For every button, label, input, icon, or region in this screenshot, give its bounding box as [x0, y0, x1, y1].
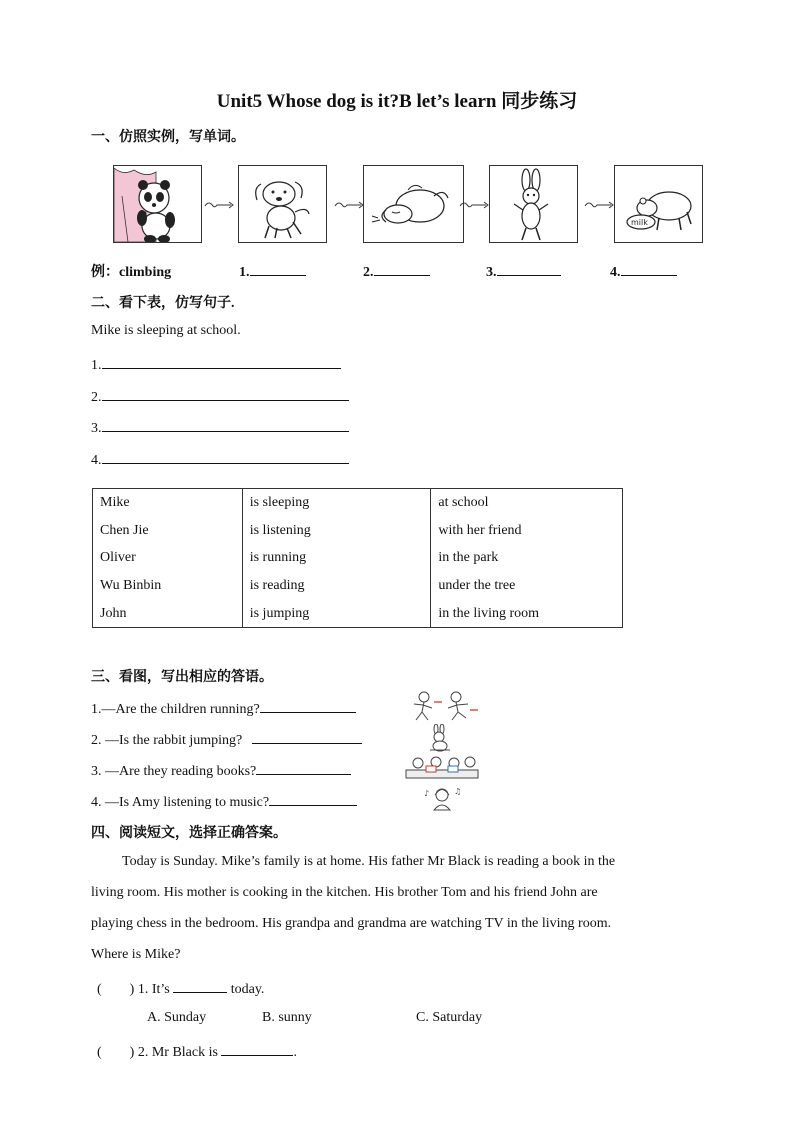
option-a: A. Sunday — [147, 1010, 207, 1025]
blank-1: 1. — [239, 261, 306, 281]
passage-line: living room. His mother is cooking in the kitchen. His brother Tom and his friend John are — [91, 885, 598, 900]
table-cell: under the tree — [431, 572, 623, 600]
question-q2: ( ) 2. Mr Black is . — [97, 1041, 297, 1061]
table-cell: is sleeping — [242, 489, 431, 517]
arrow-icon — [458, 197, 490, 215]
table-cell: with her friend — [431, 517, 623, 545]
option-c: C. Saturday — [416, 1010, 483, 1025]
blank-4: 4. — [610, 261, 677, 281]
picture-rabbit-jumping — [489, 165, 578, 243]
milk-label: milk — [631, 218, 648, 227]
write-line-1: 1. — [91, 354, 341, 374]
table-cell: is running — [242, 544, 431, 572]
picture-bear-drinking-milk — [614, 165, 703, 243]
table-cell: is listening — [242, 517, 431, 545]
write-line-2: 2. — [91, 386, 349, 406]
arrow-icon — [583, 197, 615, 215]
section2-heading: 二、看下表，仿写句子. — [91, 296, 235, 311]
arrow-icon — [333, 197, 365, 215]
sentence-table — [92, 488, 623, 628]
table-cell: Oliver — [93, 544, 243, 572]
table-row — [93, 517, 623, 545]
table-row — [93, 544, 623, 572]
example-label: 例：climbing — [91, 265, 172, 280]
svg-text:♫: ♫ — [454, 787, 462, 796]
table-row — [93, 600, 623, 628]
table-cell: Mike — [93, 489, 243, 517]
picture-girl-listening-music — [420, 786, 464, 812]
question-2: 2. —Is the rabbit jumping? — [91, 729, 362, 749]
section2-example: Mike is sleeping at school. — [91, 323, 241, 338]
table-cell: at school — [431, 489, 623, 517]
table-row — [93, 489, 623, 517]
section3-heading: 三、看图，写出相应的答语。 — [91, 670, 273, 685]
blank-3: 3. — [486, 261, 561, 281]
section1-heading: 一、仿照实例，写单词。 — [91, 130, 245, 145]
table-cell: John — [93, 600, 243, 628]
picture-rabbit-hopping — [420, 724, 460, 752]
table-cell: in the park — [431, 544, 623, 572]
answer-paren: ( ) — [97, 1045, 135, 1060]
picture-children-running — [408, 690, 484, 722]
picture-panda-climbing — [113, 165, 202, 243]
option-b: B. sunny — [262, 1010, 312, 1025]
reading-passage — [91, 846, 701, 970]
table-row — [93, 572, 623, 600]
picture-children-reading — [400, 754, 484, 784]
table-cell: Wu Binbin — [93, 572, 243, 600]
picture-dog-sleeping — [363, 165, 464, 243]
table-cell: Chen Jie — [93, 517, 243, 545]
question-4: 4. —Is Amy listening to music? — [91, 791, 357, 811]
write-line-4: 4. — [91, 449, 349, 469]
question-q1: ( ) 1. It’s today. — [97, 978, 264, 998]
section4-heading: 四、阅读短文，选择正确答案。 — [91, 826, 287, 841]
blank-2: 2. — [363, 261, 430, 281]
svg-text:♪: ♪ — [424, 789, 430, 798]
question-1: 1.—Are the children running? — [91, 698, 356, 718]
write-line-3: 3. — [91, 417, 349, 437]
table-cell: in the living room — [431, 600, 623, 628]
question-3: 3. —Are they reading books? — [91, 760, 351, 780]
passage-line: Today is Sunday. Mike’s family is at home. His father Mr Black is reading a book in the — [122, 854, 616, 869]
picture-dog-running — [238, 165, 327, 243]
table-cell: is reading — [242, 572, 431, 600]
passage-line: Where is Mike? — [91, 947, 181, 962]
passage-line: playing chess in the bedroom. His grandpa and grandma are watching TV in the living room. — [91, 916, 612, 931]
arrow-icon — [203, 197, 235, 215]
page-title: Unit5 Whose dog is it?B let’s learn 同步练习 — [216, 91, 578, 112]
answer-paren: ( ) — [97, 982, 135, 997]
table-cell: is jumping — [242, 600, 431, 628]
